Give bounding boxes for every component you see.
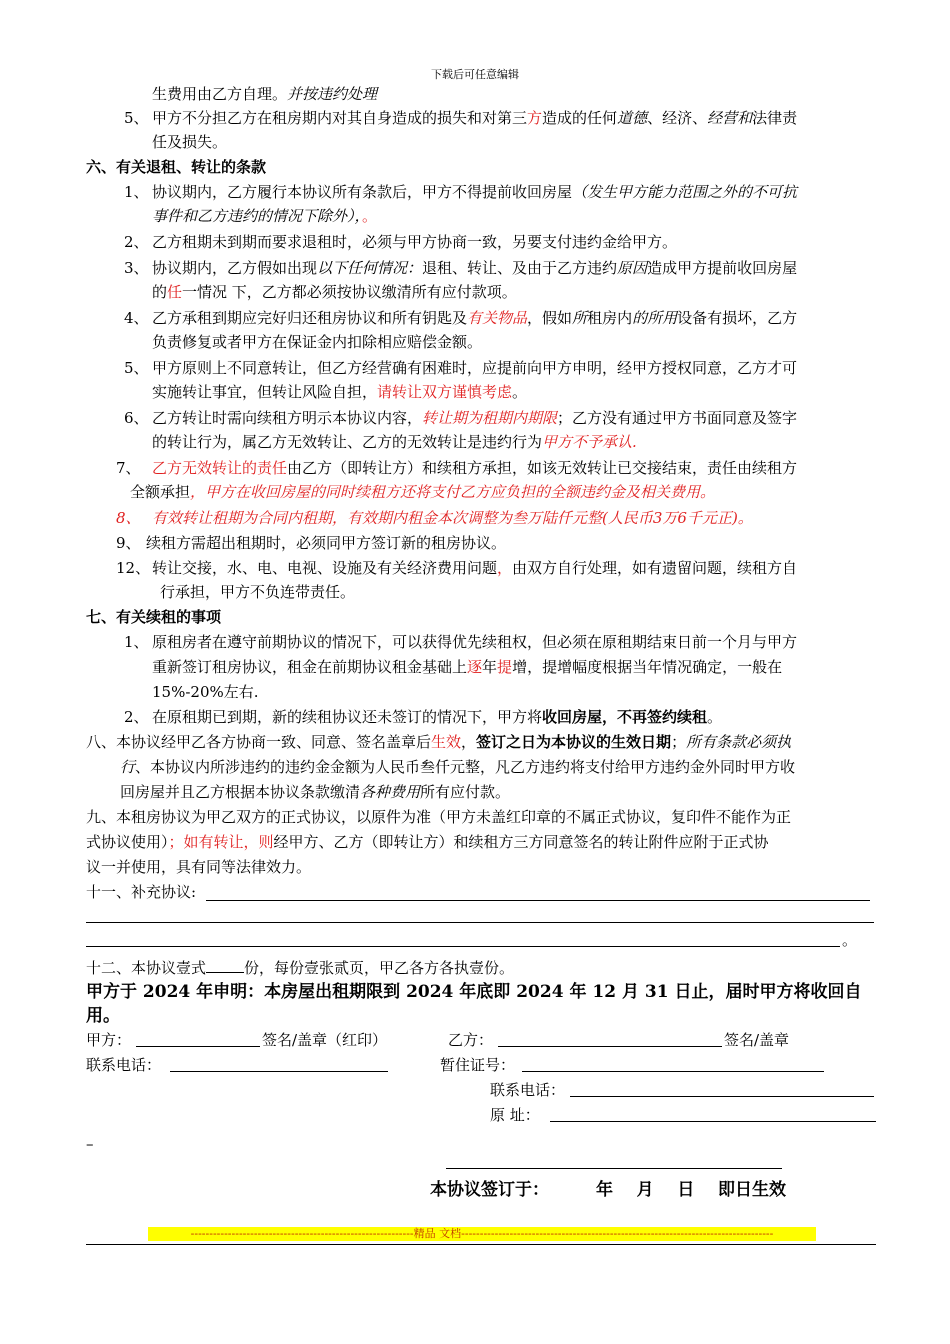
s9-line1: 九、本租房协议为甲乙双方的正式协议，以原件为准（甲方未盖红印章的不属正式协议，复印件不能作为正 — [86, 808, 792, 826]
s9-line2: 式协议使用）；如有转让，则经甲方、乙方（即转让方）和续租方三方同意签名的转让附件应附于正式协 — [86, 833, 769, 851]
section-7-title: 七、有关续租的事项 — [86, 608, 222, 626]
phone-b-label: 联系电话： — [490, 1081, 566, 1099]
footer-banner: ------------------------------------------------------------精品 文档------------------------------------------------------------------------------------ — [148, 1227, 816, 1241]
item-5-line2: 任及损失。 — [152, 133, 228, 151]
s6-2-line1: 乙方租期未到期而要求退租时，必须与甲方协商一致，另要支付违约金给甲方。 — [152, 233, 678, 251]
s6-5-line1: 甲方原则上不同意转让，但乙方经营确有困难时，应提前向甲方申明，经甲方授权同意，乙方才可 — [152, 359, 798, 377]
s6-6-line1: 乙方转让时需向续租方明示本协议内容，转让期为租期内期限；乙方没有通过甲方书面同意及签字 — [152, 409, 798, 427]
party-a-field[interactable] — [136, 1046, 260, 1047]
s7-1-line1: 原租房者在遵守前期协议的情况下，可以获得优先续租权，但必须在原租期结束日前一个月与甲方 — [152, 633, 798, 651]
s12-line: 十二、本协议壹式 份，每份壹张贰页，甲乙各方各执壹份。 — [86, 959, 515, 977]
s6-8-line1: 有效转让租期为合同内租期，有效期内租金本次调整为叁万陆仟元整(人民币3万6千元正)。 — [152, 509, 753, 527]
s6-7-line1: 乙方无效转让的责任由乙方（即转让方）和续租方承担，如该无效转让已交接结束，责任由续租方 — [152, 459, 798, 477]
statement-line2: 用。 — [86, 1006, 120, 1026]
s7-1-number: 1、 — [124, 633, 149, 651]
signed-date: 年 月 日 即日生效 — [596, 1180, 787, 1200]
temp-id-label: 暂住证号： — [440, 1056, 516, 1074]
party-a-sig-label: 签名/盖章（红印） — [262, 1031, 388, 1049]
phone-b-field[interactable] — [570, 1096, 874, 1097]
party-b-sig-label: 签名/盖章 — [724, 1031, 790, 1049]
s6-2-number: 2、 — [124, 233, 149, 251]
s6-12-line1: 转让交接，水、电、电视、设施及有关经济费用问题，由双方自行处理，如有遗留问题，续租方自 — [152, 559, 798, 577]
s6-12-line2: 行承担，甲方不负连带责任。 — [160, 583, 356, 601]
footer-rule — [86, 1244, 876, 1245]
s7-2-number: 2、 — [124, 708, 149, 726]
s11-end-mark: 。 — [842, 931, 858, 949]
s6-6-line2: 的转让行为，属乙方无效转让、乙方的无效转让是违约行为甲方不予承认. — [152, 433, 637, 451]
s6-4-line1: 乙方承租到期应完好归还租房协议和所有钥匙及有关物品，假如所租房内的所用设备有损坏，乙方 — [152, 309, 798, 327]
s11-blank-line-2[interactable] — [86, 922, 874, 923]
s6-12-number: 12、 — [116, 559, 151, 577]
item-5-number: 5、 — [124, 109, 149, 127]
copies-blank[interactable] — [206, 958, 244, 973]
party-b-label: 乙方： — [448, 1031, 494, 1049]
s6-6-number: 6、 — [124, 409, 149, 427]
top-italic: 并按违约处理 — [287, 85, 378, 103]
section-6-title: 六、有关退租、转让的条款 — [86, 158, 267, 176]
signed-label: 本协议签订于： — [430, 1180, 549, 1200]
statement-line1: 甲方于 2024 年申明：本房屋出租期限到 2024 年底即 2024 年 12 月 31 日止，届时甲方将收回自 — [86, 982, 862, 1002]
party-a-label: 甲方： — [86, 1031, 132, 1049]
item-5-line1: 甲方不分担乙方在租房期内对其自身造成的损失和对第三方造成的任何道德、经济、经营和法律责 — [152, 109, 798, 127]
s7-1-line2: 重新签订租房协议，租金在前期协议租金基础上逐年提增，提增幅度根据当年情况确定，一般在 — [152, 658, 783, 676]
s6-4-line2: 负责修复或者甲方在保证金内扣除相应赔偿金额。 — [152, 333, 483, 351]
s6-3-line1: 协议期内，乙方假如出现以下任何情况：退租、转让、及由于乙方违约原因造成甲方提前收回房屋 — [152, 259, 798, 277]
s6-1-number: 1、 — [124, 183, 149, 201]
signing-rule — [446, 1168, 782, 1169]
party-b-field[interactable] — [498, 1046, 722, 1047]
header-note: 下载后可任意编辑 — [431, 68, 519, 81]
top-continuation — [152, 82, 377, 106]
s8-line2: 行、本协议内所涉违约的违约金金额为人民币叁仟元整，凡乙方违约将支付给甲方违约金外同时甲方收 — [120, 758, 796, 776]
s6-5-line2: 实施转让事宜，但转让风险自担，请转让双方谨慎考虑。 — [152, 383, 528, 401]
s11-label: 十一、补充协议: — [86, 883, 197, 901]
s6-1-line1: 协议期内，乙方履行本协议所有条款后，甲方不得提前收回房屋（发生甲方能力范围之外的不可抗 — [152, 183, 798, 201]
phone-a-label: 联系电话： — [86, 1056, 162, 1074]
s9-line3: 议一并使用，具有同等法律效力。 — [86, 858, 312, 876]
s6-8-number: 8、 — [116, 509, 141, 527]
s8-line1: 八、本协议经甲乙各方协商一致、同意、签名盖章后生效，签订之日为本协议的生效日期；所有条款必须执 — [86, 733, 792, 751]
s6-9-line1: 续租方需超出租期时，必须同甲方签订新的租房协议。 — [146, 534, 507, 552]
top-text: 生费用由乙方自理。 — [152, 85, 288, 103]
temp-id-field[interactable] — [522, 1071, 824, 1072]
phone-a-field[interactable] — [170, 1071, 388, 1072]
s6-9-number: 9、 — [116, 534, 141, 552]
s6-4-number: 4、 — [124, 309, 149, 327]
address-field[interactable] — [550, 1121, 876, 1122]
stray-dash: – — [86, 1135, 94, 1153]
s6-3-line2: 的任一情况 下，乙方都必须按协议缴清所有应付款项。 — [152, 283, 517, 301]
s11-blank-line-1[interactable] — [206, 900, 870, 901]
s8-line3: 回房屋并且乙方根据本协议条款缴清各种费用所有应付款。 — [120, 783, 511, 801]
s7-1-line3: 15%-20%左右. — [152, 683, 259, 701]
s11-blank-line-3[interactable] — [86, 946, 840, 947]
s6-7-number: 7、 — [116, 459, 141, 477]
s6-5-number: 5、 — [124, 359, 149, 377]
s6-3-number: 3、 — [124, 259, 149, 277]
address-label: 原 址： — [490, 1106, 540, 1124]
s6-7-line2: 全额承担，甲方在收回房屋的同时续租方还将支付乙方应负担的全额违约金及相关费用。 — [130, 483, 716, 501]
s6-1-line2: 事件和乙方违约的情况下除外），。 — [152, 207, 378, 225]
s7-2-line1: 在原租期已到期，新的续租协议还未签订的情况下，甲方将收回房屋，不再签约续租。 — [152, 708, 723, 726]
